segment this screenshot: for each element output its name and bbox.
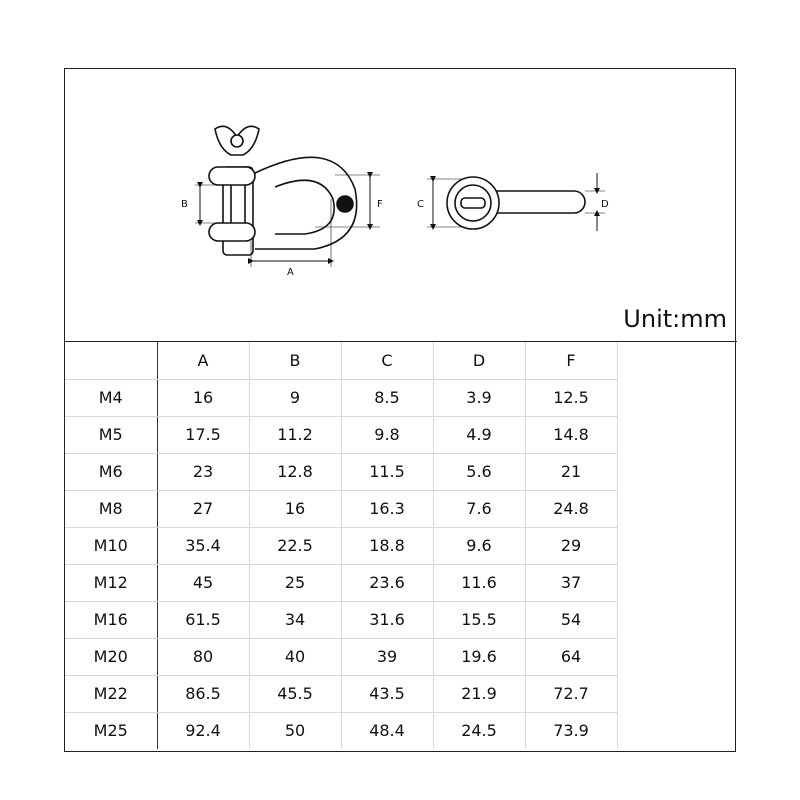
table-cell: 11.5 bbox=[341, 453, 433, 490]
row-header-cell: M22 bbox=[65, 675, 157, 712]
table-cell: 16.3 bbox=[341, 490, 433, 527]
table-row bbox=[65, 527, 617, 564]
dimension-table bbox=[65, 342, 618, 749]
shackle-side-view bbox=[209, 126, 357, 255]
table-cell: 9.8 bbox=[341, 416, 433, 453]
table-cell: 64 bbox=[525, 638, 617, 675]
table-cell: 12.8 bbox=[249, 453, 341, 490]
table-cell: 18.8 bbox=[341, 527, 433, 564]
table-row bbox=[65, 712, 617, 749]
row-header-cell: M20 bbox=[65, 638, 157, 675]
table-cell: 72.7 bbox=[525, 675, 617, 712]
column-header: F bbox=[525, 342, 617, 379]
dim-label-c: C bbox=[417, 199, 424, 210]
table-cell: 23 bbox=[157, 453, 249, 490]
table-cell: 40 bbox=[249, 638, 341, 675]
table-cell: 21 bbox=[525, 453, 617, 490]
row-header-cell: M25 bbox=[65, 712, 157, 749]
table-cell: 24.5 bbox=[433, 712, 525, 749]
table-cell: 11.2 bbox=[249, 416, 341, 453]
column-header bbox=[65, 342, 157, 379]
shackle-drawing-panel bbox=[65, 69, 737, 342]
table-row bbox=[65, 638, 617, 675]
table-cell: 92.4 bbox=[157, 712, 249, 749]
spec-sheet bbox=[64, 68, 736, 752]
table-cell: 27 bbox=[157, 490, 249, 527]
dimension-b bbox=[195, 185, 223, 223]
table-row bbox=[65, 416, 617, 453]
column-header: C bbox=[341, 342, 433, 379]
dim-label-f: F bbox=[377, 199, 383, 210]
table-cell: 8.5 bbox=[341, 379, 433, 416]
table-row bbox=[65, 453, 617, 490]
dim-label-a: A bbox=[287, 267, 294, 278]
column-header: A bbox=[157, 342, 249, 379]
table-cell: 45 bbox=[157, 564, 249, 601]
table-cell: 35.4 bbox=[157, 527, 249, 564]
table-cell: 21.9 bbox=[433, 675, 525, 712]
row-header-cell: M8 bbox=[65, 490, 157, 527]
table-cell: 29 bbox=[525, 527, 617, 564]
table-row bbox=[65, 564, 617, 601]
table-header-row bbox=[65, 342, 617, 379]
row-header-cell: M10 bbox=[65, 527, 157, 564]
table-cell: 48.4 bbox=[341, 712, 433, 749]
table-row bbox=[65, 601, 617, 638]
column-header: D bbox=[433, 342, 525, 379]
table-cell: 31.6 bbox=[341, 601, 433, 638]
table-cell: 50 bbox=[249, 712, 341, 749]
row-header-cell: M12 bbox=[65, 564, 157, 601]
table-cell: 73.9 bbox=[525, 712, 617, 749]
table-cell: 34 bbox=[249, 601, 341, 638]
table-cell: 19.6 bbox=[433, 638, 525, 675]
table-cell: 17.5 bbox=[157, 416, 249, 453]
unit-label: Unit:mm bbox=[623, 305, 727, 333]
table-cell: 12.5 bbox=[525, 379, 617, 416]
table-body bbox=[65, 379, 617, 749]
table-cell: 16 bbox=[157, 379, 249, 416]
table-cell: 80 bbox=[157, 638, 249, 675]
row-header-cell: M5 bbox=[65, 416, 157, 453]
table-cell: 39 bbox=[341, 638, 433, 675]
table-cell: 24.8 bbox=[525, 490, 617, 527]
table-cell: 7.6 bbox=[433, 490, 525, 527]
table-cell: 16 bbox=[249, 490, 341, 527]
column-header: B bbox=[249, 342, 341, 379]
table-cell: 5.6 bbox=[433, 453, 525, 490]
table-cell: 9 bbox=[249, 379, 341, 416]
table-cell: 14.8 bbox=[525, 416, 617, 453]
table-cell: 22.5 bbox=[249, 527, 341, 564]
table-row bbox=[65, 379, 617, 416]
table-cell: 86.5 bbox=[157, 675, 249, 712]
table-cell: 15.5 bbox=[433, 601, 525, 638]
table-cell: 43.5 bbox=[341, 675, 433, 712]
table-cell: 9.6 bbox=[433, 527, 525, 564]
table-row bbox=[65, 675, 617, 712]
table-cell: 4.9 bbox=[433, 416, 525, 453]
pin-top-view bbox=[447, 177, 585, 229]
table-cell: 54 bbox=[525, 601, 617, 638]
table-cell: 3.9 bbox=[433, 379, 525, 416]
dim-label-b: B bbox=[181, 199, 188, 210]
table-cell: 11.6 bbox=[433, 564, 525, 601]
table-cell: 23.6 bbox=[341, 564, 433, 601]
table-cell: 25 bbox=[249, 564, 341, 601]
table-cell: 45.5 bbox=[249, 675, 341, 712]
table-cell: 37 bbox=[525, 564, 617, 601]
shackle-diagram bbox=[65, 69, 737, 342]
row-header-cell: M4 bbox=[65, 379, 157, 416]
row-header-cell: M6 bbox=[65, 453, 157, 490]
table-cell: 61.5 bbox=[157, 601, 249, 638]
dim-label-d: D bbox=[601, 199, 609, 210]
table-row bbox=[65, 490, 617, 527]
row-header-cell: M16 bbox=[65, 601, 157, 638]
